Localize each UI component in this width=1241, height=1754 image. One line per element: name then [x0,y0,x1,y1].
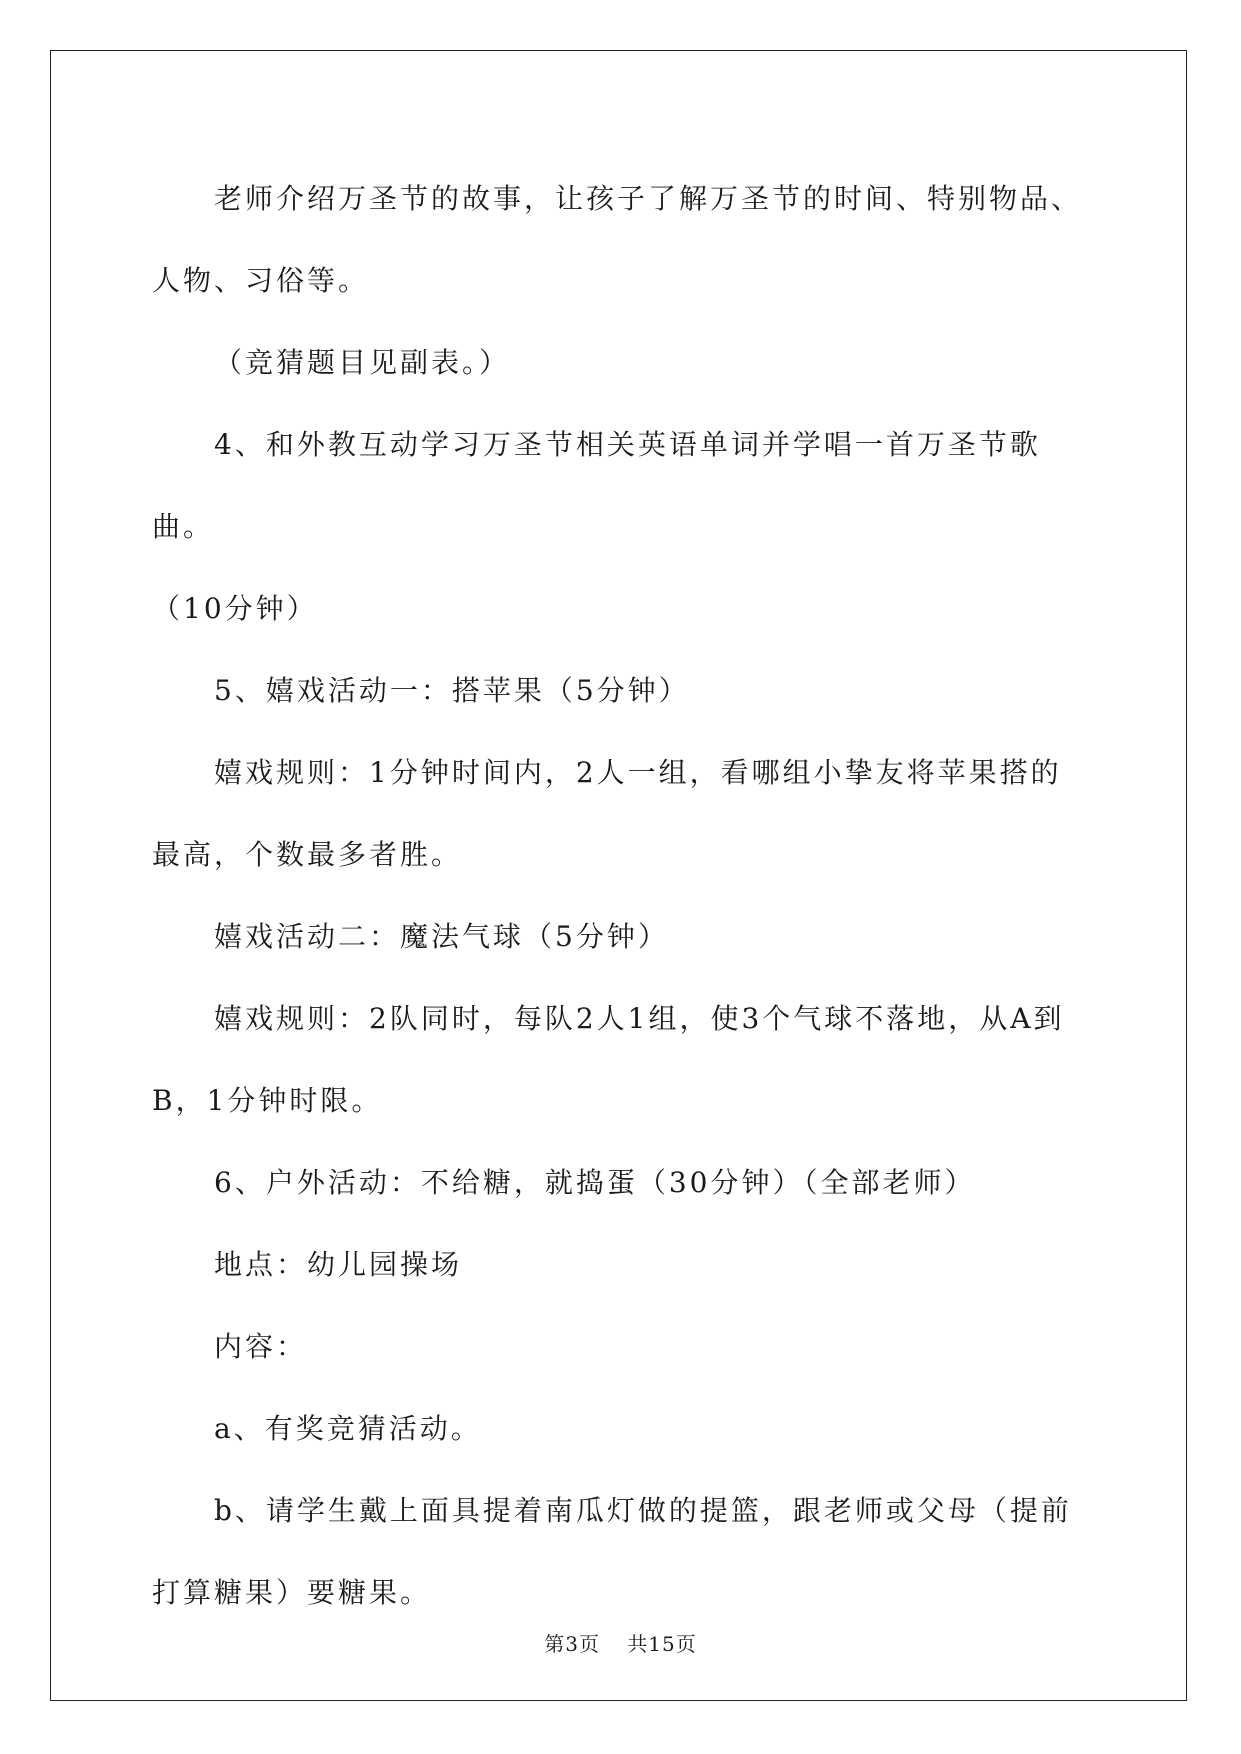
paragraph-step-4-duration: （10分钟） [152,592,318,625]
page-total: 共15页 [627,1632,697,1656]
paragraph-game-1-rules: 嬉戏规则：1分钟时间内，2人一组，看哪组小挚友将苹果搭的最高，个数最多者胜。 [152,756,1062,871]
paragraph-quiz-note: （竞猜题目见副表。） [214,346,511,379]
document-body [152,158,1087,1634]
page-footer [0,1628,1241,1657]
paragraph-step-6: 6、户外活动：不给糖，就捣蛋（30分钟）（全部老师） [214,1166,976,1199]
paragraph-location: 地点：幼儿园操场 [214,1248,463,1281]
paragraph-item-a: a、有奖竞猜活动。 [214,1412,482,1445]
paragraph-game-2: 嬉戏活动二：魔法气球（5分钟） [214,920,669,953]
page-number: 第3页 [544,1632,600,1656]
paragraph-item-b: b、请学生戴上面具提着南瓜灯做的提篮，跟老师或父母（提前打算糖果）要糖果。 [152,1494,1072,1609]
paragraph-content-heading: 内容： [214,1330,308,1363]
paragraph-step-4: 4、和外教互动学习万圣节相关英语单词并学唱一首万圣节歌曲。 [152,428,1041,543]
paragraph-step-5: 5、嬉戏活动一：搭苹果（5分钟） [214,674,690,707]
paragraph-intro: 老师介绍万圣节的故事，让孩子了解万圣节的时间、特别物品、人物、习俗等。 [152,182,1083,297]
paragraph-game-2-rules: 嬉戏规则：2队同时，每队2人1组，使3个气球不落地，从A到B，1分钟时限。 [152,1002,1065,1117]
